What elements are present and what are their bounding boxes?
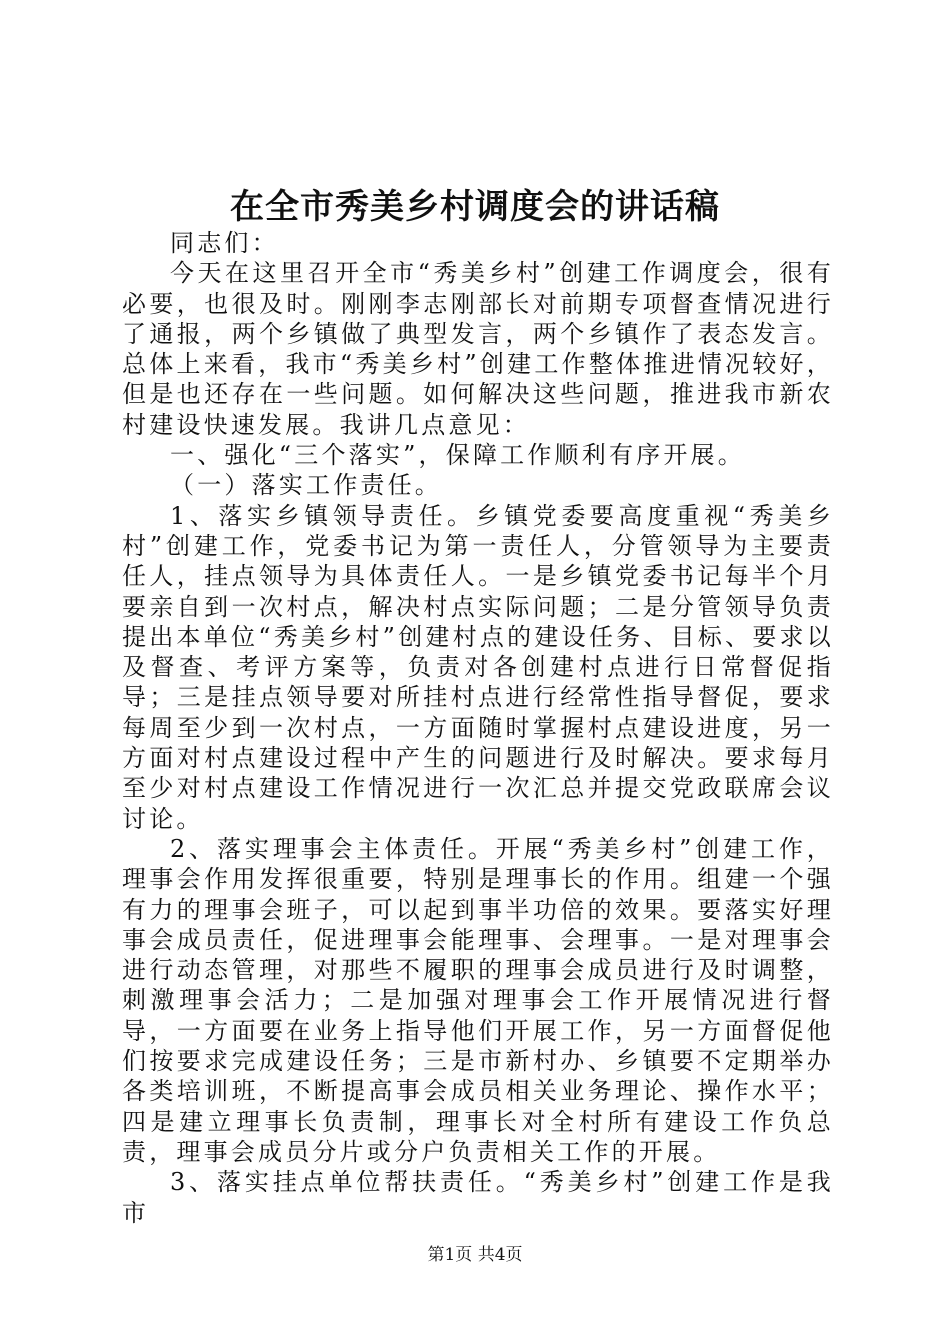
- body-paragraph: 3、落实挂点单位帮扶责任。“秀美乡村”创建工作是我市: [122, 1168, 834, 1227]
- page-number-footer: 第1页 共4页: [427, 1245, 523, 1265]
- salutation-paragraph: 同志们：: [170, 229, 279, 257]
- body-paragraph: 1、落实乡镇领导责任。乡镇党委要高度重视“秀美乡村”创建工作，党委书记为第一责任人，分管领导为主要责任人，挂点领导为具体责任人。一是乡镇党委书记每半个月要亲自到一次村点，解决村点实际问题；二是分管领导负责提出本单位“秀美乡村”创建村点的建设任务、目标、要求以及督查、考评方案等，负责对各创建村点进行日常督促指导；三是挂点领导要对所挂村点进行经常性指导督促，要求每周至少到一次村点，一方面随时掌握村点建设进度，另一方面对村点建设过程中产生的问题进行及时解决。要求每月至少对村点建设工作情况进行一次汇总并提交党政联席会议讨论。: [122, 501, 834, 833]
- document-body: [122, 228, 834, 1228]
- section-heading: 一、强化“三个落实”，保障工作顺利有序开展。: [170, 441, 745, 470]
- document-title: 在全市秀美乡村调度会的讲话稿: [230, 187, 720, 227]
- subsection-heading: （一）落实工作责任。: [170, 471, 442, 500]
- body-paragraph: 2、落实理事会主体责任。开展“秀美乡村”创建工作，理事会作用发挥很重要，特别是理事长的作用。组建一个强有力的理事会班子，可以起到事半功倍的效果。要落实好理事会成员责任，促进理事会能理事、会理事。一是对理事会进行动态管理，对那些不履职的理事会成员进行及时调整，刺激理事会活力；二是加强对理事会工作开展情况进行督导，一方面要在业务上指导他们开展工作，另一方面督促他们按要求完成建设任务；三是市新村办、乡镇要不定期举办各类培训班，不断提高事会成员相关业务理论、操作水平；四是建立理事长负责制，理事长对全村所有建设工作负总责，理事会成员分片或分户负责相关工作的开展。: [122, 834, 834, 1166]
- intro-paragraph: 今天在这里召开全市“秀美乡村”创建工作调度会，很有必要，也很及时。刚刚李志刚部长对前期专项督查情况进行了通报，两个乡镇做了典型发言，两个乡镇作了表态发言。总体上来看，我市“秀美乡村”创建工作整体推进情况较好，但是也还存在一些问题。如何解决这些问题，推进我市新农村建设快速发展。我讲几点意见：: [122, 259, 834, 439]
